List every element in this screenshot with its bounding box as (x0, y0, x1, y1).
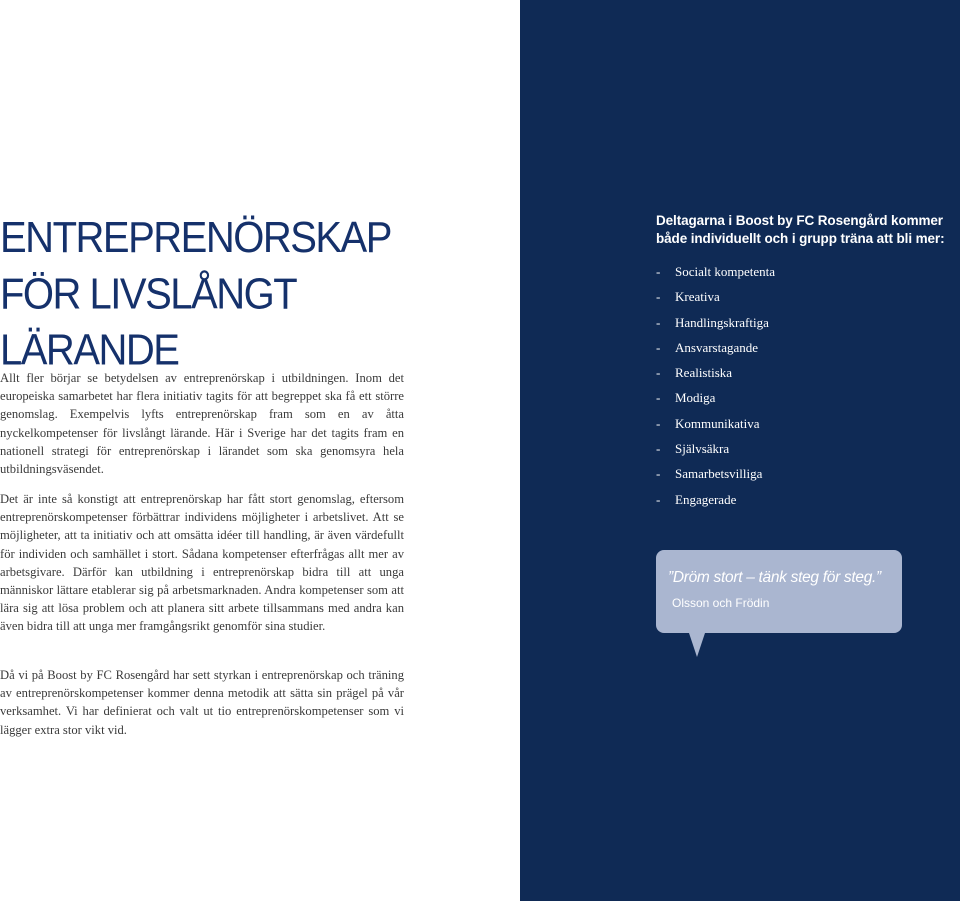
list-item (656, 440, 775, 465)
list-dash: - (656, 339, 661, 355)
trait-label: Realistiska (675, 365, 733, 381)
quote-text: ”Dröm stort – tänk steg för steg.” (668, 569, 881, 586)
list-item (656, 339, 775, 364)
list-dash: - (656, 264, 661, 279)
list-item (656, 364, 775, 389)
trait-label: Kreativa (675, 289, 720, 305)
list-item (656, 415, 775, 440)
trait-label: Kommunikativa (675, 415, 760, 431)
list-dash: - (656, 415, 661, 431)
body-paragraph-intro: Allt fler börjar se betydelsen av entreprenörskap i utbildningen. Inom det europeiska samarbetet har flera initiativ tagits för att begreppet ska få ett större genomslag. Exempelvis lyfts entreprenörskap fram som en av åtta nyckelkompetenser för livslångt lärande. Här i Sverige har det tagits fram en nationell strategi för entreprenörskap i lärandet som ska genomsyra hela utbildningsväsendet. (0, 371, 404, 477)
heading-line: Deltagarna i Boost by FC Rosengård kommer (656, 213, 943, 228)
trait-label: Samarbetsvilliga (675, 466, 763, 482)
trait-label: Självsäkra (675, 441, 730, 457)
quote-author: Olsson och Frödin (672, 596, 770, 610)
page-title (0, 210, 391, 378)
trait-label: Modiga (675, 390, 716, 406)
list-dash: - (656, 466, 661, 482)
trait-label: Engagerade (675, 491, 737, 507)
quote-bubble (656, 550, 902, 633)
title-line: LÄRANDE (0, 326, 179, 375)
list-item (656, 465, 775, 490)
list-dash: - (656, 491, 661, 507)
quote-bubble-tail (689, 633, 705, 657)
traits-heading (656, 212, 944, 248)
title-line: ENTREPRENÖRSKAP (0, 214, 391, 262)
list-dash: - (656, 365, 661, 381)
title-line: FÖR LIVSLÅNGT (0, 270, 297, 318)
list-item (656, 263, 775, 288)
body-paragraph-boost: Då vi på Boost by FC Rosengård har sett styrkan i entreprenörskap och träning av entreprenörskompetenser kommer denna metodik att sätta sin prägel på vår verksamhet. Vi har definierat och valt ut tio entreprenörskompetenser som vi lägger extra stor vikt vid. (0, 668, 404, 737)
list-dash: - (656, 314, 661, 330)
body-paragraph-competences: Det är inte så konstigt att entreprenörskap har fått stort genomslag, eftersom entreprenörskompetenser förbättrar individens möjligheter i arbetslivet. Att se möjligheter, att ta initiativ och att omsätta idéer till handling, är även värdefullt för individen och samhället i stort. Sådana kompetenser efterfrågas allt mer av arbetsgivare. Därför kan utbildning i entreprenörskap bidra till att unga människor lättare etablerar sig på arbetsmarknaden. Andra kompetenser som att lära sig att lösa problem och att planera sitt arbete tillsammans med andra kan även bidra till att unga mer framgångsrikt genomför sina studier. (0, 492, 404, 634)
list-item (656, 389, 775, 414)
trait-label: Ansvarstagande (675, 339, 759, 355)
list-item (656, 288, 775, 313)
trait-label: Socialt kompetenta (675, 264, 776, 279)
list-dash: - (656, 289, 661, 305)
list-item (656, 491, 775, 516)
list-dash: - (656, 441, 661, 457)
heading-line: både individuellt och i grupp träna att bli mer: (656, 231, 945, 246)
list-item (656, 314, 775, 339)
trait-label: Handlingskraftiga (675, 314, 769, 330)
list-dash: - (656, 390, 661, 406)
traits-list (656, 263, 775, 516)
